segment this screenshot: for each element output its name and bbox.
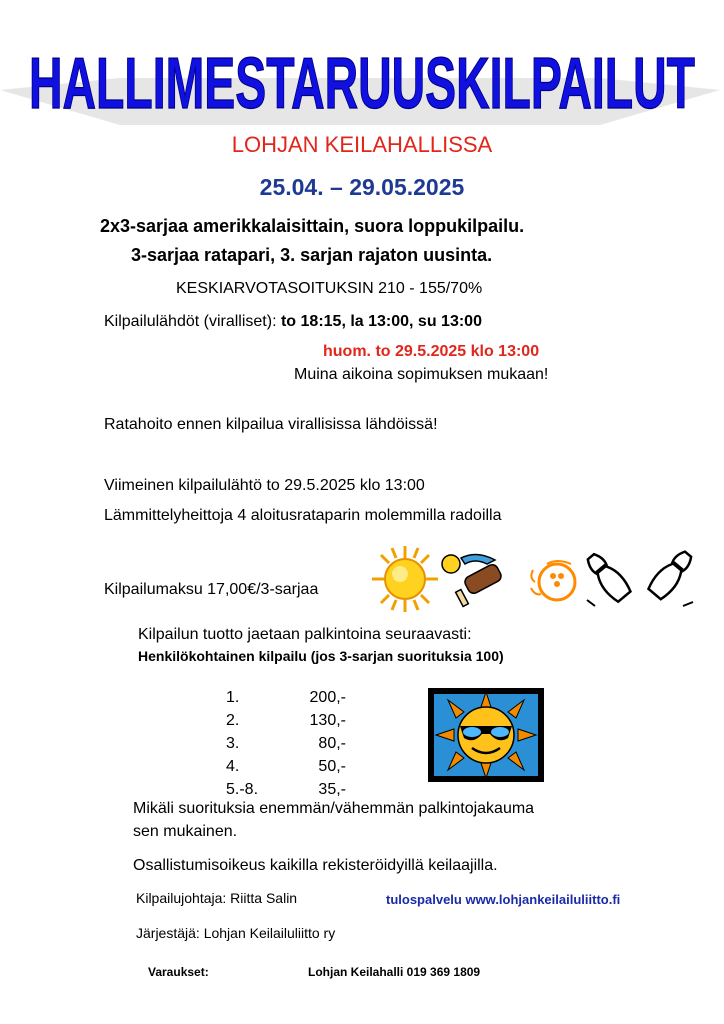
bowling-pins-icon [583,540,703,612]
bowling-ball-icon [527,556,583,608]
sun-icon [370,544,440,614]
handicap-line: KESKIARVOTASOITUKSIN 210 - 155/70% [176,280,483,297]
warmup: Lämmittelyheittoja 4 aloitusrataparin molemmilla radoilla [104,507,502,524]
sunglasses-sun-icon [428,688,544,782]
starts-note-prefix: huom [323,343,367,360]
organizer: Järjestäjä: Lohjan Keilailuliitto ry [136,925,336,941]
entry-fee: Kilpailumaksu 17,00€/3-sarjaa [104,581,319,598]
prize-amount: 200,- [309,689,346,706]
prize-amount: 35,- [318,781,346,798]
starts-other: Muina aikoina sopimuksen mukaan! [294,366,549,383]
last-start: Viimeinen kilpailulähtö to 29.5.2025 klo 13:00 [104,477,425,494]
prize-place: 3. [226,735,240,752]
starts-note [323,343,539,361]
format-line-2: 3-sarjaa ratapari, 3. sarjan rajaton uusinta. [131,245,493,265]
reservations-label: Varaukset: [148,965,209,979]
format-line-1: 2x3-sarjaa amerikkalaisittain, suora loppukilpailu. [100,216,525,236]
prize-sub: Henkilökohtainen kilpailu (jos 3-sarjan suorituksia 100) [138,648,504,664]
subtitle: LOHJAN KEILAHALLISSA [231,132,493,157]
eligibility: Osallistumisoikeus kaikilla rekisteröidyillä keilaajilla. [133,857,498,874]
starts-label: Kilpailulähdöt (viralliset): [104,313,281,330]
ice-cream-icon [437,550,512,610]
prize-row [226,735,346,753]
prize-amount: 50,- [318,758,346,775]
prize-row [226,758,346,776]
distribution-line-2: sen mukainen. [133,823,238,840]
prize-row [226,689,346,707]
prize-intro: Kilpailun tuotto jaetaan palkintoina seuraavasti: [138,626,472,643]
prize-place: 4. [226,758,240,775]
prize-row [226,712,346,730]
prize-place: 1. [226,689,240,706]
lane-care: Ratahoito ennen kilpailua virallisissa lähdöissä! [104,416,438,433]
results-service-link[interactable]: tulospalvelu www.lohjankeilailuliitto.fi [386,892,621,907]
title-wordart [0,30,724,125]
starts-note-text: . to 29.5.2025 klo 13:00 [366,343,540,360]
prize-place: 2. [226,712,240,729]
prize-amount: 130,- [309,712,346,729]
prize-row [226,781,346,799]
page-title: HALLIMESTARUUSKILPAILUT [29,44,696,124]
reservations-contact: Lohjan Keilahalli 019 369 1809 [308,965,481,979]
starts-line [104,313,482,331]
prize-place: 5.-8. [226,781,259,798]
prize-amount: 80,- [318,735,346,752]
competition-director: Kilpailujohtaja: Riitta Salin [136,890,298,906]
starts-times: to 18:15, la 13:00, su 13:00 [280,313,482,330]
distribution-line-1: Mikäli suorituksia enemmän/vähemmän palkintojakauma [133,800,535,817]
competition-dates: 25.04. – 29.05.2025 [259,174,465,200]
